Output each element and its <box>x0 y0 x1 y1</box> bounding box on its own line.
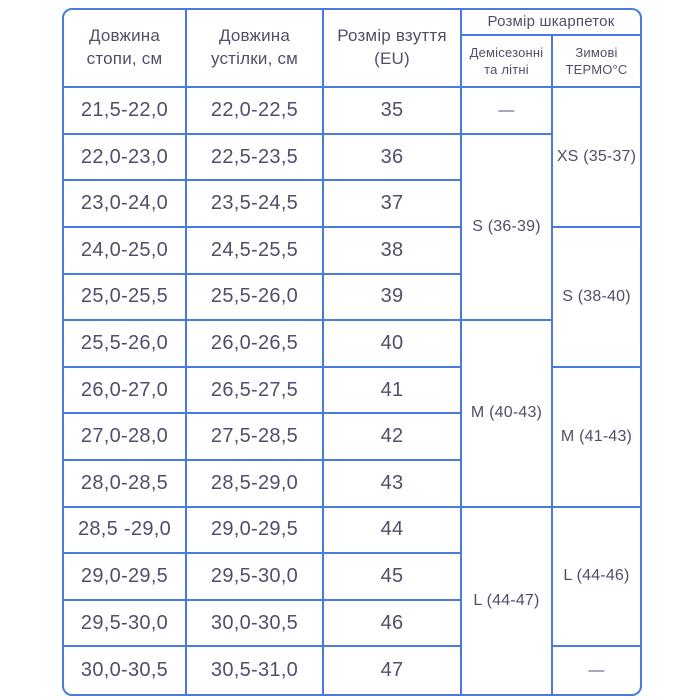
foot-length-cell: 23,0-24,0 <box>64 181 187 228</box>
header-sock-winter: Зимові ТЕРМО°С <box>553 36 640 88</box>
foot-length-cell: 30,0-30,5 <box>64 647 187 694</box>
foot-length-cell: 25,5-26,0 <box>64 321 187 368</box>
winter-sock-size-cell: L (44-46) <box>553 508 640 648</box>
header-insole-length: Довжина устілки, см <box>187 10 324 88</box>
table-row <box>64 508 640 555</box>
insole-length-cell: 29,0-29,5 <box>187 508 324 555</box>
winter-sock-size-cell: XS (35-37) <box>553 88 640 228</box>
table-row <box>64 228 640 275</box>
insole-length-cell: 24,5-25,5 <box>187 228 324 275</box>
eu-size-cell: 45 <box>324 554 462 601</box>
eu-size-cell: 46 <box>324 601 462 648</box>
demi-sock-size-cell: M (40-43) <box>462 321 553 507</box>
foot-length-cell: 28,5 -29,0 <box>64 508 187 555</box>
insole-length-cell: 30,0-30,5 <box>187 601 324 648</box>
header-foot-length: Довжина стопи, см <box>64 10 187 88</box>
eu-size-cell: 40 <box>324 321 462 368</box>
insole-length-cell: 22,5-23,5 <box>187 135 324 182</box>
header-sock-demi: Демісезонні та літні <box>462 36 553 88</box>
header-sock-size-group: Розмір шкарпеток <box>462 10 640 36</box>
table-body <box>64 88 640 694</box>
foot-length-cell: 27,0-28,0 <box>64 414 187 461</box>
table-header <box>64 10 640 88</box>
insole-length-cell: 30,5-31,0 <box>187 647 324 694</box>
foot-length-cell: 26,0-27,0 <box>64 368 187 415</box>
table-row <box>64 368 640 415</box>
insole-length-cell: 28,5-29,0 <box>187 461 324 508</box>
eu-size-cell: 36 <box>324 135 462 182</box>
size-chart <box>62 8 638 696</box>
insole-length-cell: 29,5-30,0 <box>187 554 324 601</box>
insole-length-cell: 25,5-26,0 <box>187 275 324 322</box>
header-eu-size: Розмір взуття (EU) <box>324 10 462 88</box>
eu-size-cell: 47 <box>324 647 462 694</box>
demi-sock-size-cell: — <box>462 88 553 135</box>
size-chart-table <box>62 8 642 696</box>
demi-sock-size-cell: L (44-47) <box>462 508 553 694</box>
foot-length-cell: 25,0-25,5 <box>64 275 187 322</box>
insole-length-cell: 23,5-24,5 <box>187 181 324 228</box>
foot-length-cell: 24,0-25,0 <box>64 228 187 275</box>
demi-sock-size-cell: S (36-39) <box>462 135 553 321</box>
eu-size-cell: 38 <box>324 228 462 275</box>
foot-length-cell: 29,5-30,0 <box>64 601 187 648</box>
eu-size-cell: 39 <box>324 275 462 322</box>
winter-sock-size-cell: — <box>588 661 605 679</box>
table-row <box>64 88 640 135</box>
winter-sock-size-cell: S (38-40) <box>553 228 640 368</box>
foot-length-cell: 22,0-23,0 <box>64 135 187 182</box>
foot-length-cell: 21,5-22,0 <box>64 88 187 135</box>
insole-length-cell: 26,5-27,5 <box>187 368 324 415</box>
eu-size-cell: 44 <box>324 508 462 555</box>
eu-size-cell: 37 <box>324 181 462 228</box>
insole-length-cell: 27,5-28,5 <box>187 414 324 461</box>
insole-length-cell: 22,0-22,5 <box>187 88 324 135</box>
eu-size-cell: 41 <box>324 368 462 415</box>
eu-size-cell: 35 <box>324 88 462 135</box>
winter-sock-size-cell: M (41-43) <box>553 368 640 508</box>
eu-size-cell: 42 <box>324 414 462 461</box>
eu-size-cell: 43 <box>324 461 462 508</box>
table-row <box>64 647 640 694</box>
insole-length-cell: 26,0-26,5 <box>187 321 324 368</box>
foot-length-cell: 29,0-29,5 <box>64 554 187 601</box>
foot-length-cell: 28,0-28,5 <box>64 461 187 508</box>
